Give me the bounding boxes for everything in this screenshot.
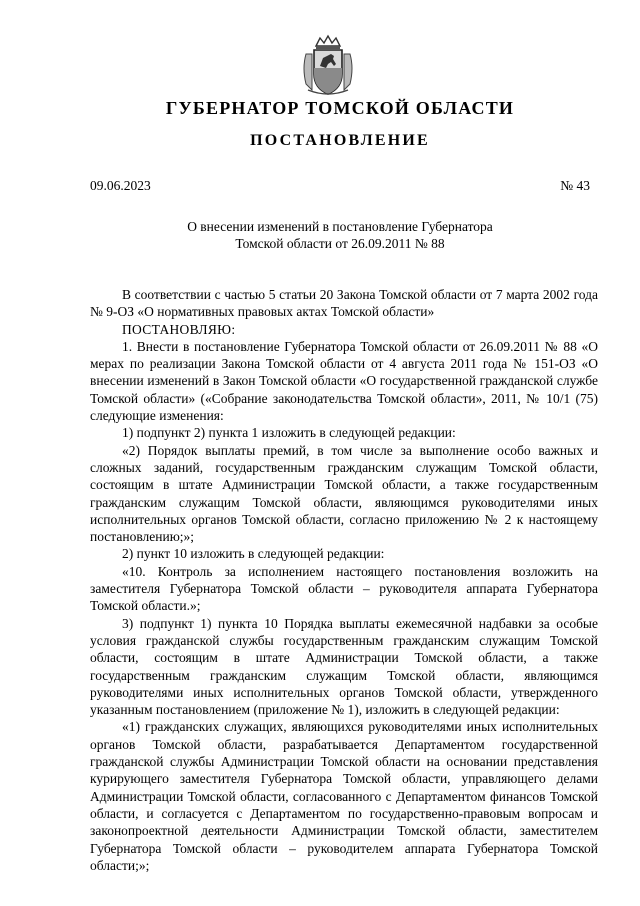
document-subject <box>0 218 640 252</box>
paragraph-preamble: В соответствии с частью 5 статьи 20 Закона Томской области от 7 марта 2002 года № 9-ОЗ «О нормативных правовых актах Томской области» <box>90 287 598 320</box>
paragraph-resolve: ПОСТАНОВЛЯЮ: <box>122 321 236 337</box>
paragraph-item-1: 1. Внести в постановление Губернатора Томской области от 26.09.2011 № 88 «О мерах по реализации Закона Томской области от 4 августа 2011 года № 151-ОЗ «О внесении изменений в Закон Томской области «О государственной гражданской службе Томской области» («Собрание законодательства Томской области», 2011, № 10/1 (75) следующие изменения: <box>90 338 598 424</box>
subject-line: О внесении изменений в постановление Губернатора <box>187 219 493 234</box>
document-number: № 43 <box>560 178 590 193</box>
document-body <box>90 286 598 874</box>
document-type: ПОСТАНОВЛЕНИЕ <box>250 132 430 149</box>
coat-of-arms-icon <box>298 34 358 98</box>
issuer-title: ГУБЕРНАТОР ТОМСКОЙ ОБЛАСТИ <box>165 98 515 118</box>
paragraph-quote-1: «1) гражданских служащих, являющихся руководителями иных исполнительных органов Томской области, разрабатывается Департаментом государственной гражданской службы Администрации Томской области на основании представления курирующего заместителя Губернатора Томской области, управляющего делами Администрации Томской области, согласованного с Департаментом финансов Томской области, и согласуется с Департаментом по государственно-правовым вопросам и законопроектной деятельности Администрации Томской области, заместителем Губернатора Томской области – руководителем аппарата Губернатора Томской области;»; <box>90 719 598 873</box>
subject-line: Томской области от 26.09.2011 № 88 <box>235 236 445 251</box>
paragraph-subitem-1: 1) подпункт 2) пункта 1 изложить в следующей редакции: <box>122 425 456 441</box>
paragraph-subitem-3: 3) подпункт 1) пункта 10 Порядка выплаты ежемесячной надбавки за особые условия гражданской службы государственным гражданским служащим Томской области, состоящим в штате Администрации Томской области, а также государственным гражданским служащим Томской области, являющимся руководителями иных исполнительных органов Томской области, утвержденного указанным постановлением (приложение № 1), изложить в следующей редакции: <box>90 615 598 718</box>
paragraph-subitem-2: 2) пункт 10 изложить в следующей редакции: <box>122 546 385 562</box>
document-date: 09.06.2023 <box>90 178 151 193</box>
paragraph-quote-10: «10. Контроль за исполнением настоящего постановления возложить на заместителя Губернатора Томской области – руководителя аппарата Губернатора Томской области.»; <box>90 563 598 614</box>
paragraph-quote-2: «2) Порядок выплаты премий, в том числе за выполнение особо важных и сложных заданий, государственным гражданским служащим Томской области, состоящим в штате Администрации Томской области, а также государственным гражданским служащим Томской области, являющимся руководителями иных исполнительных органов Томской области, согласно приложению № 2 к настоящему постановлению;»; <box>90 442 598 545</box>
